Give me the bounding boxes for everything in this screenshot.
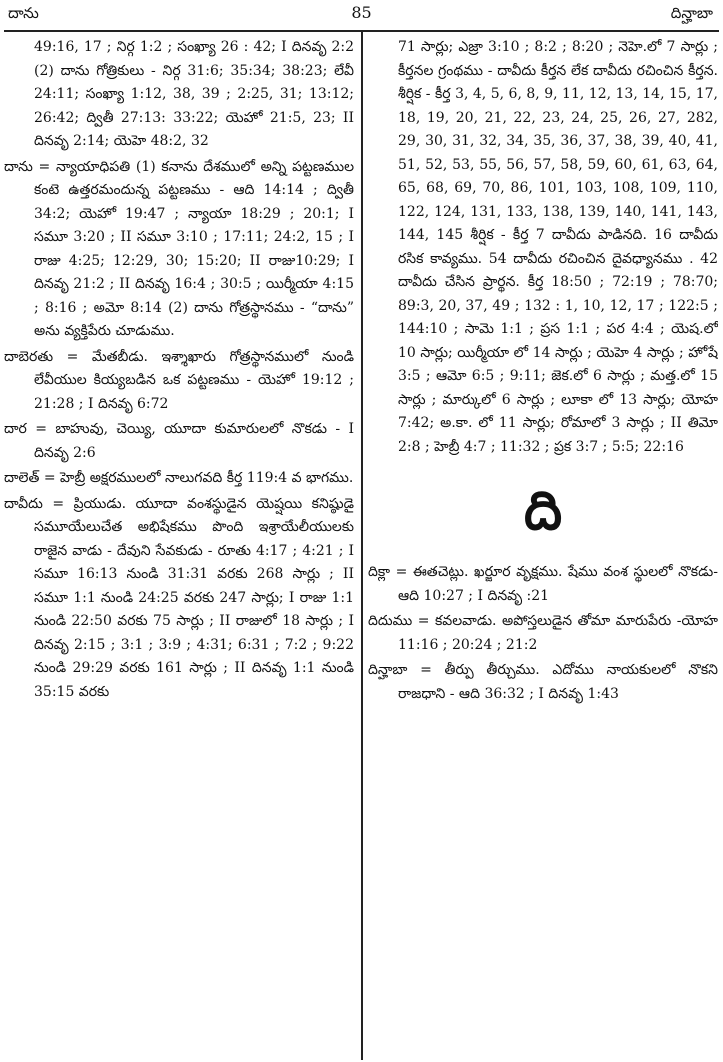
column-divider xyxy=(361,32,363,1060)
dictionary-entry: దాబెరతు = మేతబీడు. ఇశ్శాఖారు గోత్రస్థానములో నుండి లేవీయుల కియ్యబడిన ఒక పట్టణము - యెహో 19:12 ; 21:28 ; I దినవృ 6:72 xyxy=(4,348,354,412)
right-column xyxy=(368,36,718,1058)
dictionary-entry: దాను = న్యాయాధిపతి (1) కనాను దేశములో అన్ని పట్టణముల కంటె ఉత్తరమందున్న పట్టణము - ఆది 14:14 ; ద్వితీ 34:2; యెహో 19:47 ; న్యాయా 18:29 ; 20:1; I సమూ 3:20 ; II సమూ 3:10 ; 17:11; 24:2, 15 ; I రాజు 4:25; 12:29, 30; 15:20; II రాజు10:29; I దినవృ 21:2 ; II దినవృ 16:4 ; 30:5 ; యిర్మీయా 4:15 ; 8:16 ; అమో 8:14 (2) దాను గోత్రస్థానము - “దాను” అను వ్యక్తిపేరు చూడుము. xyxy=(4,158,354,339)
dictionary-entry: దిన్హాబా = తీర్పు తీర్చుము. ఎదోము నాయకులలో నొకని రాజధాని - ఆది 36:32 ; I దినవృ 1:43 xyxy=(368,662,718,702)
dictionary-entry: దిదుము = కవలవాడు. అపోస్తలుడైన తోమా మారుపేరు -యోహ 11:16 ; 20:24 ; 21:2 xyxy=(368,613,718,653)
section-letter: ది xyxy=(523,479,563,542)
dictionary-entry: దావీదు = ప్రియుడు. యూదా వంశస్థుడైన యెష్షయి కనిష్ఠుడై సమూయేలుచేత అభిషేకము పొంది ఇశ్రాయేలీయులకు రాజైన వాడు - దేవుని సేవకుడు - రూతు 4:17 ; 4:21 ; I సమూ 16:13 నుండి 31:31 వరకు 268 సార్లు ; II సమూ 1:1 నుండి 24:25 వరకు 247 సార్లు; I రాజు 1:1 నుండి 22:50 వరకు 75 సార్లు ; II రాజులో 18 సార్లు ; I దినవృ 2:15 ; 3:1 ; 3:9 ; 4:31; 6:31 ; 7:2 ; 9:22 నుండి 29:29 వరకు 161 సార్లు ; II దినవృ 1:1 నుండి 35:15 వరకు xyxy=(4,495,354,700)
page-number: 85 xyxy=(351,3,372,22)
header-first-word: దాను xyxy=(8,4,39,22)
dictionary-entry: దిక్లా = ఈతచెట్లు. ఖర్జూర వృక్షము. షేము వంశ స్థులలో నొకడు- ఆది 10:27 ; I దినవృ :21 xyxy=(368,564,718,604)
header-last-word: దిన్హాబా xyxy=(670,4,713,22)
dictionary-entry: దార = బాహువు, చెయ్యి, యూదా కుమారులలో నొకడు - I దినవృ 2:6 xyxy=(4,421,354,461)
left-column xyxy=(4,36,354,1058)
dictionary-entry: దాలెత్ = హెబ్రీ అక్షరములలో నాలుగవది కీర్త 119:4 వ భాగము. xyxy=(4,470,354,486)
section-letter-heading xyxy=(368,461,718,561)
dictionary-entry: 49:16, 17 ; నిర్గ 1:2 ; సంఖ్యా 26 : 42; I దినవృ 2:2 (2) దాను గోత్రికులు - నిర్గ 31:6; 35:34; 38:23; లేవీ 24:11; సంఖ్యా 1:12, 38, 39 ; 2:25, 31; 13:12; 26:42; ద్వితీ 27:13: 33:22; యెహో 21:5, 23; II దినవృ 2:14; యెహె 48:2, 32 xyxy=(34,39,354,149)
entry-continuation: 71 సార్లు; ఎజ్రా 3:10 ; 8:2 ; 8:20 ; నెహె.లో 7 సార్లు ; కీర్తనల గ్రంథము - దావీదు కీర్తన లేక దావీదు రచించిన కీర్తన. శీర్షిక - కీర్త 3, 4, 5, 6, 8, 9, 11, 12, 13, 14, 15, 17, 18, 19, 20, 21, 22, 23, 24, 25, 26, 27, 282, 29, 30, 31, 32, 34, 35, 36, 37, 38, 39, 40, 41, 51, 52, 53, 55, 56, 57, 58, 59, 60, 61, 63, 64, 65, 68, 69, 70, 86, 101, 103, 108, 109, 110, 122, 124, 131, 133, 138, 139, 140, 141, 143, 144, 145 శీర్షిక - కీర్త 7 దావీదు పాడినది. 16 దావీదు రసిక కావ్యము. 54 దావీదు రచించిన దైవధ్యానము . 42 దావీదు చేసిన ప్రార్థన. కీర్త 18:50 ; 72:19 ; 78:70; 89:3, 20, 37, 49 ; 132 : 1, 10, 12, 17 ; 122:5 ; 144:10 ; సామె 1:1 ; ప్రస 1:1 ; పర 4:4 ; యెష.లో 10 సార్లు; యిర్మీయా లో 14 సార్లు ; యెహె 4 సార్లు ; హోషే 3:5 ; ఆమో 6:5 ; 9:11; జెక.లో 6 సార్లు ; మత్త.లో 15 సార్లు ; మార్కులో 6 సార్లు ; లూకా లో 13 సార్లు; యోహ 7:42; అ.కా. లో 11 సార్లు; రోమాలో 3 సార్లు ; II తిమో 2:8 ; హెబ్రీ 4:7 ; 11:32 ; ప్రక 3:7 ; 5:5; 22:16 xyxy=(398,39,718,455)
page-header xyxy=(0,0,723,32)
